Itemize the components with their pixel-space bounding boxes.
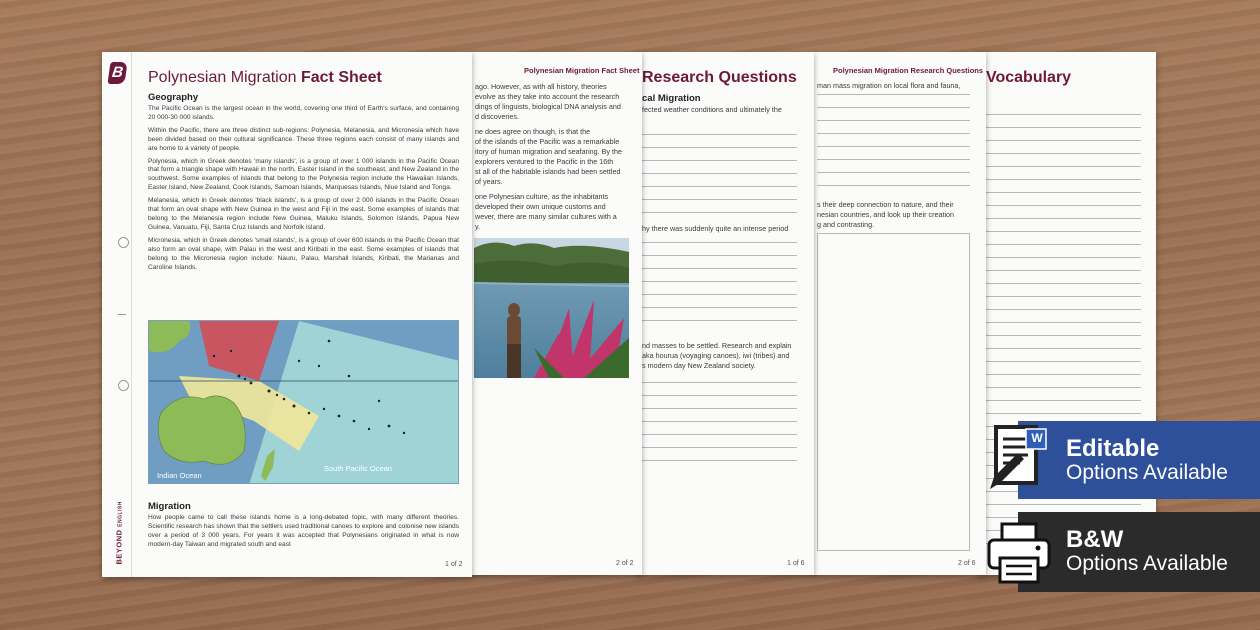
question-text: hy there was suddenly quite an intense period — [642, 224, 789, 233]
body-line: one Polynesian culture, as the inhabitants — [475, 192, 609, 201]
answer-line — [642, 307, 797, 308]
question-text: s modern day New Zealand society. — [642, 361, 756, 370]
answer-line — [986, 387, 1141, 388]
answer-line — [642, 147, 797, 148]
answer-line — [986, 504, 1141, 505]
word-icon-letter: W — [1031, 431, 1043, 445]
answer-line — [986, 244, 1141, 245]
answer-line — [986, 153, 1141, 154]
page-number: 1 of 6 — [787, 560, 805, 567]
answer-line — [642, 281, 797, 282]
answer-line — [986, 322, 1141, 323]
brand-subname: ENGLISH — [117, 501, 124, 527]
research-questions-title: Research Questions — [642, 69, 797, 86]
question-text: fected weather conditions and ultimately the — [642, 105, 782, 114]
answer-line — [642, 408, 797, 409]
page-number: 2 of 6 — [958, 560, 976, 567]
answer-line — [642, 199, 797, 200]
page-title — [148, 69, 382, 87]
body-line: of the islands of the Pacific was a remarkable — [475, 137, 620, 146]
body-line: ago. However, as with all history, theories — [475, 82, 607, 91]
paragraph: Melanesia, which in Greek denotes 'black islands', is a group of over 2 000 islands in the Pacific Ocean that form an oval shape with New Guinea in the west and Fiji in the east. Some examples of islands that belong to the Melanesia region include New Guinea, Maluku Islands, Solomon Islands, Papua New Guinea, Vanuatu, Fiji, Santa Cruz Islands and Norfolk Island. — [148, 197, 459, 231]
answer-line — [986, 140, 1141, 141]
answer-line — [642, 395, 797, 396]
body-line: wever, there are many similar cultures with a — [475, 212, 617, 221]
geography-heading: Geography — [148, 92, 199, 103]
body-line: of years. — [475, 177, 503, 186]
answer-line — [642, 212, 797, 213]
research-questions-page-1 — [637, 52, 814, 575]
page-title-bold: Fact Sheet — [300, 69, 382, 86]
brand-logo — [107, 62, 127, 84]
answer-line — [986, 400, 1141, 401]
page-number: 2 of 2 — [616, 560, 634, 567]
paragraph: Micronesia, which in Greek denotes 'small islands', is a group of over 600 islands in the Pacific Ocean that also form an oval shape, with Palau in the west and Kiribati in the east. Some examples of islands that belong to the Micronesia region include: Nauru, Palau, Marshall Islands, Kiribati, the Marianas and Caroline Islands. — [148, 236, 459, 271]
answer-line — [642, 268, 797, 269]
question-text: s their deep connection to nature, and their — [817, 200, 954, 209]
page-title-prefix: Polynesian Migration — [148, 69, 301, 86]
body-line: ne does agree on though, is that the — [475, 127, 591, 136]
answer-line — [986, 283, 1141, 284]
answer-line — [642, 421, 797, 422]
section-heading: cal Migration — [642, 93, 701, 104]
body-line: evolve as they take into account the research — [475, 92, 620, 101]
page-header: Polynesian Migration Fact Sheet — [524, 66, 640, 75]
body-line: explorers ventured to the Pacific in the 16th — [475, 157, 614, 166]
answer-line — [642, 382, 797, 383]
brand-vertical-text — [114, 501, 124, 565]
question-text: nesian countries, and look up their creation — [817, 210, 955, 219]
body-line: st all of the habitable islands had been settled — [475, 167, 621, 176]
page-header: Polynesian Migration Research Questions — [833, 66, 984, 75]
answer-line — [642, 173, 797, 174]
paragraph: Within the Pacific, there are three distinct sub-regions: Polynesia, Melanesia, and Micronesia which have been divided based on their cultural significance. These three regions each consist of many islands and are home to a variety of people. — [148, 126, 459, 152]
fact-sheet-page-2 — [470, 52, 642, 575]
answer-line — [986, 348, 1141, 349]
answer-line — [642, 460, 797, 461]
fold-mark — [118, 314, 126, 315]
answer-line — [642, 134, 797, 135]
answer-line — [986, 231, 1141, 232]
answer-line — [817, 172, 970, 173]
pacific-map-graphic — [149, 321, 459, 484]
answer-line — [642, 186, 797, 187]
body-line: dings of linguists, biological DNA analysis and — [475, 102, 621, 111]
answer-line — [986, 114, 1141, 115]
answer-line — [642, 160, 797, 161]
question-text: nd masses to be settled. Research and explain — [642, 341, 792, 350]
body-line: developed their own unique customs and — [475, 202, 606, 211]
answer-line — [642, 447, 797, 448]
editable-badge[interactable] — [1018, 421, 1260, 499]
answer-line — [986, 179, 1141, 180]
body-line: itory of human migration and seafaring. By the — [475, 147, 623, 156]
answer-line — [642, 255, 797, 256]
research-questions-page-2 — [812, 52, 986, 575]
answer-line — [986, 218, 1141, 219]
answer-line — [986, 309, 1141, 310]
answer-line — [986, 166, 1141, 167]
answer-line — [642, 242, 797, 243]
answer-line — [817, 94, 970, 95]
editable-badge-title: Editable — [1066, 435, 1160, 462]
paragraph: Polynesia, which in Greek denotes 'many islands', is a group of over 1 000 islands in the Pacific Ocean that form a triangle shape with Hawaii in the north, Easter Island in the southeast, and New Zealand in the southwest. Some examples of islands that belong to the Polynesia region include the Hawaiian Islands, Easter Island, New Zealand, Cook Islands, Samoan Islands, Marquesas Islands, Niue Island and Tonga. — [148, 157, 459, 192]
answer-line — [986, 335, 1141, 336]
body-line: d discoveries. — [475, 112, 519, 121]
body-line: y. — [475, 222, 481, 231]
word-document-icon — [988, 425, 1048, 493]
question-text: g and contrasting. — [817, 220, 875, 229]
answer-line — [817, 107, 970, 108]
answer-line — [817, 185, 970, 186]
pacific-map — [148, 320, 459, 484]
question-text: aka hourua (voyaging canoes), iwi (tribes) and — [642, 351, 790, 360]
answer-line — [986, 127, 1141, 128]
answer-line — [986, 413, 1141, 414]
answer-line — [986, 257, 1141, 258]
answer-line — [817, 133, 970, 134]
fact-sheet-page-1 — [102, 52, 472, 577]
bw-badge-subtitle: Options Available — [1066, 552, 1228, 575]
brand-name: BEYOND — [114, 529, 124, 565]
answer-line — [642, 434, 797, 435]
answer-line — [986, 270, 1141, 271]
answer-line — [986, 374, 1141, 375]
geography-text — [148, 105, 459, 276]
answer-line — [986, 192, 1141, 193]
punch-hole — [118, 237, 129, 248]
brand-logo-letter: B — [110, 64, 125, 81]
answer-line — [642, 294, 797, 295]
binding-margin — [102, 52, 132, 577]
answer-line — [817, 146, 970, 147]
bw-badge-title: B&W — [1066, 526, 1124, 553]
question-text: man mass migration on local flora and fauna, — [817, 81, 961, 90]
answer-line — [817, 159, 970, 160]
page-number: 1 of 2 — [445, 561, 463, 568]
boy-by-river-photo — [474, 238, 629, 378]
migration-text: How people came to call these islands home is a long-debated topic, with many different theories. Scientific research has shown that the settlers used traditional canoes to explore and colonise new islands over a period of 3 000 years. For years it was accepted that Polynesians originated in what is now modern-day Taiwan and migrated south and east — [148, 514, 459, 548]
map-label-indian-ocean: Indian Ocean — [157, 471, 202, 480]
punch-hole — [118, 380, 129, 391]
answer-line — [817, 120, 970, 121]
migration-heading: Migration — [148, 501, 191, 512]
printer-icon — [986, 522, 1052, 584]
answer-line — [986, 296, 1141, 297]
bw-badge[interactable] — [1018, 512, 1260, 592]
editable-badge-subtitle: Options Available — [1066, 461, 1228, 484]
map-label-south-pacific: South Pacific Ocean — [324, 464, 392, 473]
answer-line — [642, 320, 797, 321]
paragraph: The Pacific Ocean is the largest ocean in the world, covering one third of Earth's surface, and containing 20 000-30 000 islands. — [148, 105, 459, 121]
answer-line — [986, 361, 1141, 362]
answer-box — [817, 233, 970, 551]
vocabulary-title: Vocabulary — [986, 69, 1072, 86]
answer-line — [986, 205, 1141, 206]
